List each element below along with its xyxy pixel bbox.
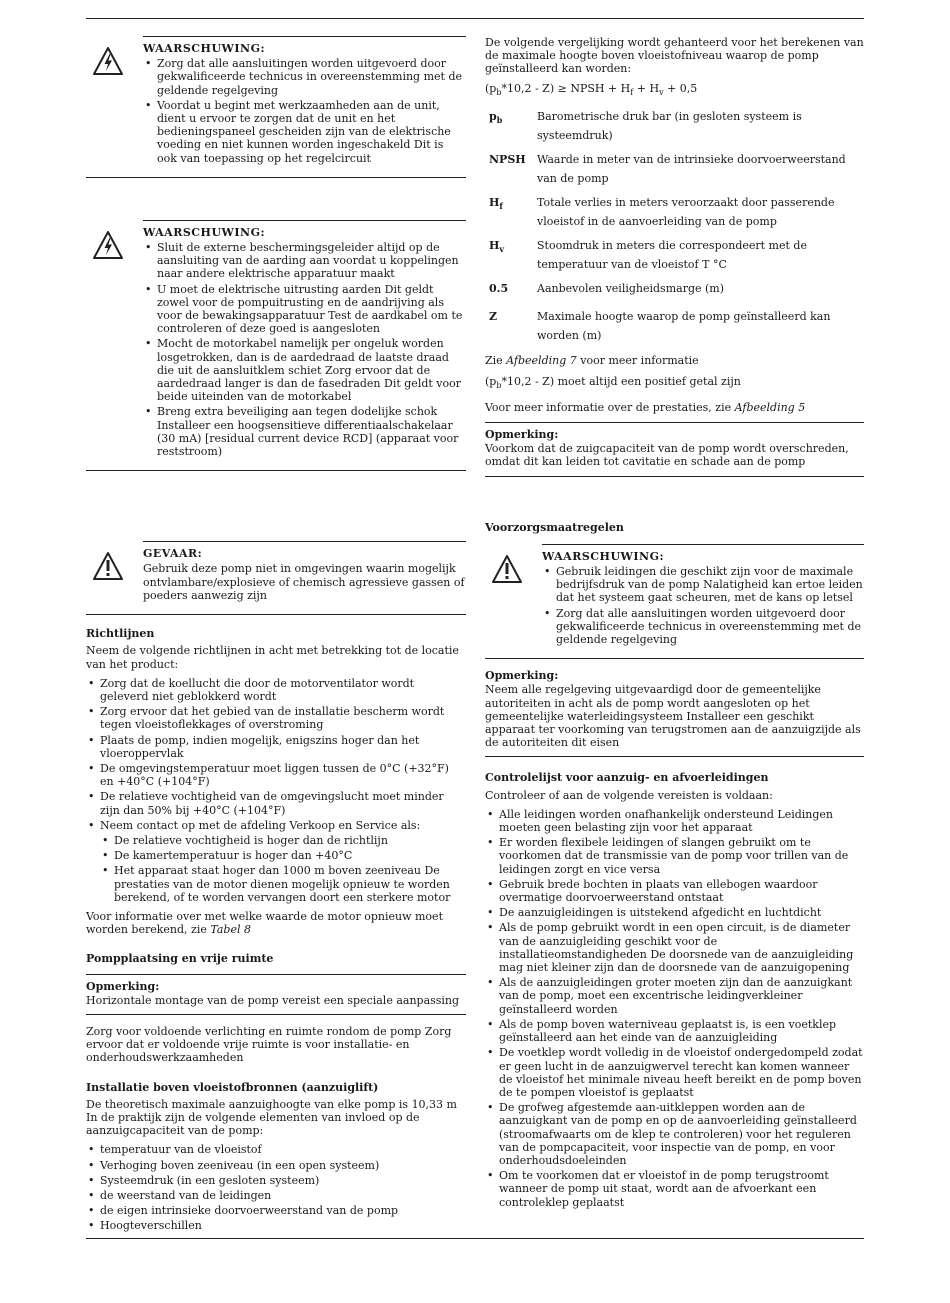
warning-box-pressure [485,544,864,659]
note-box [485,422,864,477]
warning-title: WAARSCHUWING: [542,549,665,563]
text: Zie [485,354,507,368]
symbol-text: 0.5 [489,282,509,295]
note-title: Opmerking: [86,979,160,993]
formula-part: + 0,5 [663,81,698,95]
electric-hazard-icon [92,46,124,76]
list-item [86,819,466,904]
list-item-text: Neem contact op met de afdeling Verkoop en Service als: [100,818,421,832]
definition: Waarde in meter van de intrinsieke doorvoerweerstand van de pomp [537,153,846,185]
section-heading-aanzuiglift: Installatie boven vloeistofbronnen (aanzuiglift) [86,1080,379,1094]
note-text: Voorkom dat de zuigcapaciteit van de pomp wordt overschreden, omdat dit kan leiden tot cavitatie en schade aan de pomp [485,442,849,469]
list-item: • De aanzuigleidingen is uitstekend afgedicht en luchtdicht [485,906,864,919]
list-item: • Als de pomp gebruikt wordt in een open circuit, is de diameter van de aanzuigleiding geschikt voor de installatieomstandigheden De doorsnede van de aanzuigleiding mag niet kleiner zijn dan de doorsnede van de aanzuigopening [485,921,864,974]
list-item: • Als de aanzuigleidingen groter moeten zijn dan de aanzuigkant van de pomp, moet een excentrische leidingverkleiner geïnstalleerd worden [485,976,864,1016]
list-item: • temperatuur van de vloeistof [86,1143,466,1156]
list-item: • Breng extra beveiliging aan tegen dodelijke schok Installeer een hoogsensitieve differentiaalschakelaar (30 mA) [residual current device RCD] (apparaat voor reststroom) [143,405,466,458]
symbol-text: NPSH [489,153,526,166]
paragraph [86,910,466,936]
list-item: • Systeemdruk (in een gesloten systeem) [86,1174,466,1187]
warning-list [542,565,864,646]
list-item: • Plaats de pomp, indien mogelijk, enigszins hoger dan het vloeroppervlak [86,734,466,760]
warning-list [143,241,466,458]
sub-list-item: • Het apparaat staat hoger dan 1000 m boven zeeniveau De prestaties van de motor dienen mogelijk opnieuw te worden berekend, of te worden vervangen doort een sterkere motor [100,864,466,904]
warning-box-electrical-2 [86,220,466,471]
note-title: Opmerking: [485,427,559,441]
symbol [485,193,537,236]
figure-reference: Afbeelding 7 [506,354,577,368]
section-heading-voorzorg: Voorzorgsmaatregelen [485,520,624,534]
exclamation-warning-icon [491,554,523,584]
formula-sub: f [630,87,634,97]
text: Voor informatie over met welke waarde de motor opnieuw moet worden berekend, zie [86,909,443,937]
symbol-text: Z [489,310,498,324]
danger-box [86,541,466,615]
list-item: • De omgevingstemperatuur moet liggen tussen de 0°C (+32°F) en +40°C (+104°F) [86,762,466,788]
section-heading-checklist: Controlelijst voor aanzuig- en afvoerleidingen [485,771,769,785]
table-row [485,150,864,193]
list-item: • Om te voorkomen dat er vloeistof in de pomp terugstroomt wanneer de pomp uit staat, wordt aan de afvoerkant een controleklep geplaatst [485,1169,864,1209]
table-row [485,236,864,279]
danger-title: GEVAAR: [143,547,203,561]
left-column [86,36,466,1239]
symbol [485,150,537,193]
table-row [485,279,864,307]
aanzuiglift-list [86,1143,466,1232]
paragraph: Zorg voor voldoende verlichting en ruimte rondom de pomp Zorg ervoor dat er voldoende vrije ruimte is voor installatie- en onderhoudswerkzaamheden [86,1024,452,1065]
definition: Totale verlies in meters veroorzaakt door passerende vloeistof in de aanvoerleiding van de pomp [537,196,835,228]
list-item: • Zorg dat alle aansluitingen worden uitgevoerd door gekwalificeerde technicus in overeenstemming met de geldende regelgeving [542,607,864,647]
definition: Maximale hoogte waarop de pomp geïnstalleerd kan worden (m) [537,310,831,343]
list-item: • Hoogteverschillen [86,1219,466,1232]
list-item: • De grofweg afgestemde aan-uitkleppen worden aan de aanzuigkant van de pomp en op de aanvoerleiding geïnstalleerd (stroomafwaarts om de klep te controleren) voor het reguleren van de pompcapaciteit, voor inspectie van de pomp, en voor onderhoudsdoeleinden [485,1101,864,1167]
formula-part: + H [633,81,660,95]
text: (p [485,375,497,389]
exclamation-warning-icon [92,551,124,581]
definitions-table [485,107,864,350]
warning-title: WAARSCHUWING: [143,225,266,239]
symbol-text: H [489,239,500,252]
note-text: Neem alle regelgeving uitgevaardigd door de gemeentelijke autoriteiten in acht als de pomp wordt aangesloten op het gemeentelijke waterleidingsysteem Installeer een geschikt apparaat ter voorkoming van terugstromen aan de aanzuigzijde als de autoriteiten dit eisen [485,683,861,750]
symbol [485,307,537,350]
danger-text: Gebruik deze pomp niet in omgevingen waarin mogelijk ontvlambare/explosieve of chemisch agressieve gassen of poeders aanwezig zijn [143,562,465,602]
definition: Barometrische druk bar (in gesloten systeem is systeemdruk) [537,110,802,142]
warning-list [143,57,466,165]
paragraph [485,401,864,414]
warning-content [542,544,864,646]
paragraph [485,354,864,367]
list-item: • De relatieve vochtigheid van de omgevingslucht moet minder zijn dan 50% bij +40°C (+104°F) [86,790,466,816]
symbol-sub: f [499,201,503,212]
list-item: • Sluit de externe beschermingsgeleider altijd op de aansluiting van de aarding aan voordat u koppelingen naar andere elektrische apparatuur maakt [143,241,466,281]
formula-sub: b [496,87,502,97]
list-item: • Gebruik brede bochten in plaats van ellebogen waardoor overmatige doorvoerweerstand ontstaat [485,878,864,904]
warning-content [143,220,466,458]
list-item: • Voordat u begint met werkzaamheden aan de unit, dient u ervoor te zorgen dat de unit en het bedieningspaneel gescheiden zijn van de elektrische voeding en niet kunnen worden ingeschakeld Dit is ook van toepassing op het regelcircuit [143,99,466,165]
symbol [485,107,537,150]
text-sub: b [496,381,502,391]
formula-part: *10,2 - Z) ≥ NPSH + H [501,81,631,95]
table-reference: Tabel 8 [210,923,251,937]
formula-sub: v [659,87,664,97]
list-item: • Zorg dat de koellucht die door de motorventilator wordt geleverd niet geblokkerd wordt [86,677,466,703]
section-heading-pompplaatsing: Pompplaatsing en vrije ruimte [86,952,274,966]
symbol-text: H [489,196,500,209]
paragraph: De volgende vergelijking wordt gehanteerd voor het berekenen van de maximale hoogte boven vloeistofniveau waarop de pomp geïnstalleerd kan worden: [485,36,864,76]
warning-title: WAARSCHUWING: [143,42,266,55]
list-item: • de eigen intrinsieke doorvoerweerstand van de pomp [86,1204,466,1217]
formula-part: (p [485,81,497,95]
symbol-sub: b [496,115,503,126]
list-item: • Zorg dat alle aansluitingen worden uitgevoerd door gekwalificeerde technicus in overeenstemming met de geldende regelgeving [143,57,466,97]
symbol-sub: v [499,244,505,255]
richtlijnen-list [86,677,466,904]
table-row [485,307,864,350]
right-column [485,36,864,1215]
list-item: • Mocht de motorkabel namelijk per ongeluk worden losgetrokken, dan is de aardedraad de laatste draad die uit de aansluitklem schiet Zorg ervoor dat de aardedraad langer is dan de fasedraden Dit geldt voor beide uiteinden van de motorkabel [143,337,466,403]
warning-content [143,36,466,165]
danger-content [143,541,466,602]
list-item: • U moet de elektrische uitrusting aarden Dit geldt zowel voor de pompuitrusting en de aandrijving als voor de bewakingsapparatuur Test de aardkabel om te controleren of deze goed is aangesloten [143,283,466,336]
symbol-text: p [489,110,497,123]
table-row [485,107,864,150]
note-box [86,974,466,1015]
sub-list [100,834,466,904]
symbol [485,236,537,279]
formula [485,82,864,99]
list-item: • Als de pomp boven waterniveau geplaatst is, is een voetklep geïnstalleerd aan het einde van de aanzuigleiding [485,1018,864,1044]
list-item: • De voetklep wordt volledig in de vloeistof ondergedompeld zodat er geen lucht in de aanzuigwervel terecht kan komen wanneer de vloeistof het minimale niveau heeft bereikt en de pomp boven de te pompen vloeistof is geplaatst [485,1046,864,1099]
warning-box-electrical-1 [86,36,466,178]
note-text: Horizontale montage van de pomp vereist een speciale aanpassing [86,993,460,1007]
sub-list-item: • De relatieve vochtigheid is hoger dan de richtlijn [100,834,466,847]
note-title: Opmerking: [485,669,559,683]
list-item: • Gebruik leidingen die geschikt zijn voor de maximale bedrijfsdruk van de pomp Nalatigheid kan ertoe leiden dat het systeem gaat scheuren, met de kans op letsel [542,565,864,605]
table-row [485,193,864,236]
paragraph: Neem de volgende richtlijnen in acht met betrekking tot de locatie van het product: [86,644,459,671]
list-item: • Zorg ervoor dat het gebied van de installatie bescherm wordt tegen vloeistoflekkages of overstroming [86,705,466,731]
paragraph [485,375,864,392]
text: voor meer informatie [576,354,699,368]
list-item: • Er worden flexibele leidingen of slangen gebruikt om te voorkomen dat de transmissie van de pomp voor trillen van de leidingen zorgt en vice versa [485,836,864,876]
electric-hazard-icon [92,230,124,260]
top-rule [86,18,864,19]
text: Voor meer informatie over de prestaties, zie [485,400,735,414]
list-item: • Alle leidingen worden onafhankelijk ondersteund Leidingen moeten geen belasting zijn voor het apparaat [485,808,864,834]
section-heading-richtlijnen: Richtlijnen [86,627,155,641]
paragraph: De theoretisch maximale aanzuighoogte van elke pomp is 10,33 m In de praktijk zijn de volgende elementen van invloed op de aanzuigcapaciteit van de pomp: [86,1097,457,1138]
figure-reference: Afbeelding 5 [734,400,806,414]
paragraph: Controleer of aan de volgende vereisten is voldaan: [485,788,773,802]
definition: Stoomdruk in meters die correspondeert met de temperatuur van de vloeistof T °C [537,239,807,271]
list-item: • Verhoging boven zeeniveau (in een open systeem) [86,1159,466,1172]
symbol [485,279,537,307]
list-item: • de weerstand van de leidingen [86,1189,466,1202]
checklist [485,808,864,1209]
text: *10,2 - Z) moet altijd een positief getal zijn [501,375,741,389]
note-box [485,669,864,757]
sub-list-item: • De kamertemperatuur is hoger dan +40°C [100,849,466,862]
definition: Aanbevolen veiligheidsmarge (m) [537,282,725,295]
